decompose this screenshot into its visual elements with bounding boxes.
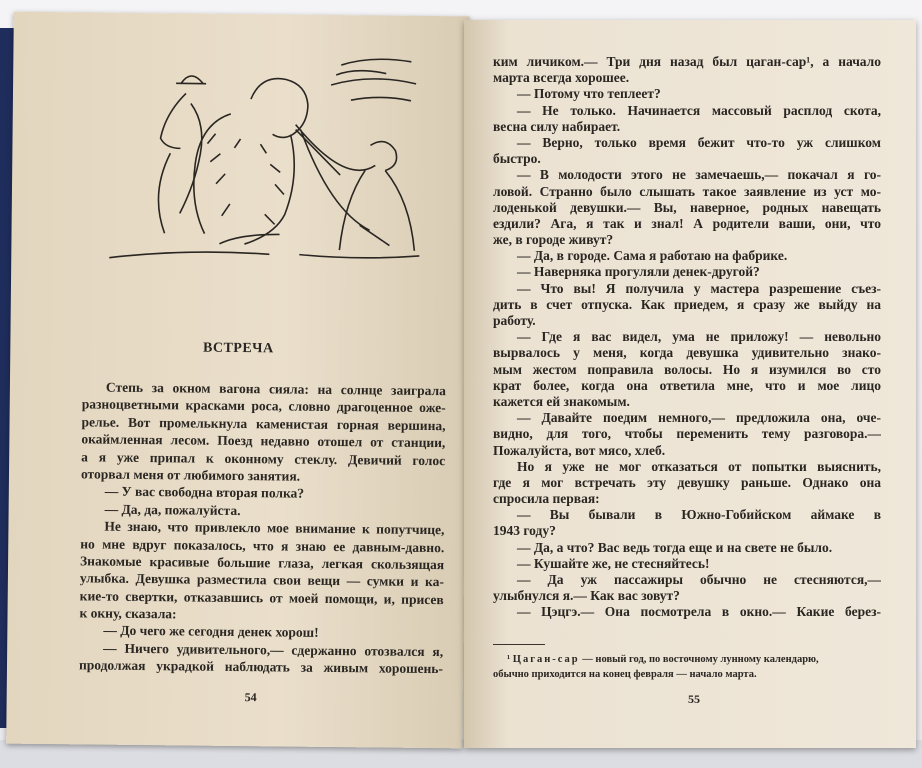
right-page (464, 20, 916, 748)
text-line: к окну, сказала: (79, 605, 177, 622)
text-line: — Да, в городе. Сама я работаю на фабрике. (517, 248, 788, 264)
text-line: а я уже припал к оконному стеклу. Девичий голос (81, 448, 446, 468)
man-figure (294, 130, 415, 251)
text-line: релье. Вот промелькнула каменистая горная вершина, (81, 414, 446, 433)
text-line: кажется ей знакомым. (493, 393, 630, 409)
text-line: Степь за окном вагона сияла: на солнце заиграла (105, 379, 446, 399)
left-page-body (79, 378, 446, 677)
text-line: продолжая украдкой наблюдать за живым хорошень- (78, 657, 444, 677)
footnote-term: Цаган-сар (512, 654, 580, 665)
footnote-divider (493, 644, 545, 645)
text-line: 1943 году? (493, 523, 556, 539)
rider (158, 76, 206, 234)
chapter-title: ВСТРЕЧА (202, 340, 274, 357)
text-line: — Давайте поедим немного,— предложила она, оче- (517, 410, 881, 426)
text-line: крат более, когда она ответила мне, что и мое лицо (493, 377, 881, 393)
text-line: вырвалось у меня, когда девушка удивительно знако- (493, 345, 881, 361)
text-line: — В молодости этого не замечаешь,— покачал я го- (517, 167, 881, 183)
text-line: — Потому что теплеет? (517, 86, 661, 102)
text-line: улыбнулся я.— Как вас зовут? (493, 588, 680, 604)
camel-illustration (99, 43, 431, 266)
page-number: 54 (244, 690, 257, 705)
text-line: Пожалуйста, вот мясо, хлеб. (493, 442, 666, 458)
text-line: быстро. (493, 151, 541, 167)
text-line: марта всегда хорошее. (493, 70, 630, 86)
text-line: Не знаю, что привлекло мое внимание к попутчице, (104, 518, 445, 538)
text-line: разноцветными красками роса, словно драгоценное оже- (81, 396, 446, 416)
text-line: где я мог встречать эту девушку раньше. Однако она (493, 474, 881, 490)
cloud-sketch (331, 59, 416, 101)
footnote-text: — новый год, по восточному лунному календарю, (579, 654, 819, 665)
text-line: — Ничего удивительного,— сдержанно отозвался я, (103, 640, 444, 660)
text-line: — До чего же сегодня денек хорош! (103, 623, 319, 641)
text-line: — У вас свободна вторая полка? (104, 483, 305, 502)
text-line: — Вы бывали в Южно-Гобийском аймаке в (517, 507, 881, 523)
text-line: дить в счет отпуска. Как приедем, я сразу же выйду на (493, 296, 881, 312)
text-line: — Да, да, пожалуйста. (104, 501, 241, 518)
footnote (493, 652, 885, 682)
text-line: — Цэцгэ.— Она посмотрела в окно.— Какие берез- (517, 604, 881, 620)
text-line: оторвал меня от любимого занятия. (80, 466, 301, 484)
text-line: весна силу набирает. (493, 118, 621, 134)
text-line: — Да, а что? Вас ведь тогда еще и на свете не было. (517, 539, 833, 555)
text-line: лоденькой девушки.— Вы, наверное, родных навещать (493, 199, 881, 215)
text-line: — Где я вас видел, ума не приложу! — невольно (517, 329, 881, 345)
text-line: — Верно, только время бежит что-то уж слишком (517, 134, 881, 150)
text-line: ездили? Ага, я так и знал! А родители ваши, они, что (493, 215, 881, 231)
text-line: — Кушайте же, не стесняйтесь! (517, 555, 710, 571)
footnote-line: обычно приходится на конец февраля — начало марта. (493, 669, 757, 680)
text-line: но мне вдруг показалось, что я знаю ее давным-давно. (80, 535, 445, 555)
text-line: Знакомые красивые большие глаза, легкая скользящая (80, 553, 445, 573)
ground (109, 251, 419, 261)
text-line: ким личиком.— Три дня назад был цаган-сар¹, а начало (493, 54, 881, 69)
text-line: — Что вы! Я получила у мастера разрешение съез- (517, 280, 881, 296)
camel-body (193, 114, 295, 245)
camel-fur (207, 134, 285, 225)
right-page-body (493, 54, 881, 621)
text-line: улыбка. Девушка разместила свои вещи — сумки и ка- (79, 570, 444, 590)
text-line: — Да уж пассажиры обычно не стесняются,— (517, 572, 881, 587)
left-page (6, 12, 470, 749)
text-line: же, в городе живут? (493, 232, 614, 248)
text-line: — Наверняка прогуляли денек-другой? (517, 264, 760, 280)
text-line: окаймленная лесом. Поезд недавно отошел от станции, (81, 431, 446, 451)
text-line: кие-то свертки, отказавшись от моей помощи, и, присев (79, 588, 444, 607)
text-line: — Не только. Начинается массовый расплод скота, (517, 102, 881, 118)
text-line: мым жестом поправила волосы. Но я изумился во сто (493, 361, 881, 377)
text-line: ловой. Странно было слышать такое заявление из уст мо- (493, 183, 881, 199)
footnote-marker: ¹ (507, 654, 511, 665)
page-number: 55 (688, 692, 700, 706)
text-line: Но я уже не мог отказаться от попытки выяснить, (517, 458, 881, 474)
footnote-line (493, 652, 885, 667)
text-line: видно, для того, чтобы переменить тему разговора.— (493, 426, 881, 442)
text-line: спросила первая: (493, 491, 600, 507)
text-line: работу. (493, 313, 536, 328)
